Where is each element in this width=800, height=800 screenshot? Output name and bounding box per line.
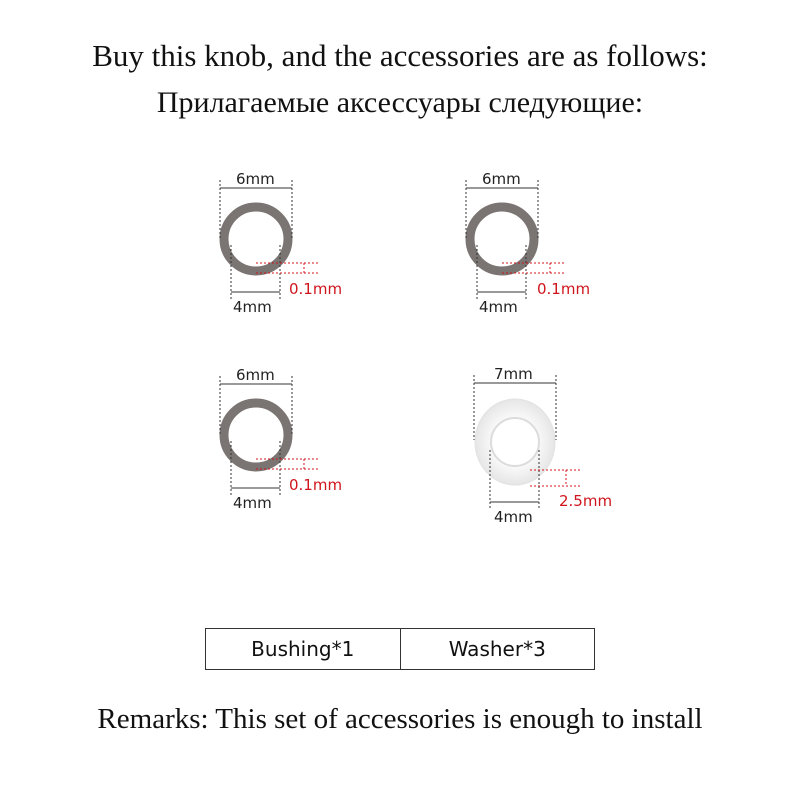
- inner-diameter-label: 4mm: [233, 298, 272, 316]
- bushing-hole: [491, 418, 539, 466]
- thickness-label: 0.1mm: [289, 476, 343, 494]
- page-title-ru: Прилагаемые аксессуары следующие:: [156, 86, 644, 119]
- inner-diameter-label: 4mm: [494, 508, 533, 526]
- thickness-label: 0.1mm: [289, 280, 343, 298]
- outer-diameter-label: 6mm: [236, 366, 275, 384]
- accessories-table: [205, 628, 595, 670]
- page-title-en: Buy this knob, and the accessories are as follows:: [92, 38, 708, 73]
- washer-count-cell: Washer*3: [400, 629, 595, 669]
- outer-diameter-label: 6mm: [236, 170, 275, 188]
- thickness-label: 2.5mm: [559, 492, 613, 510]
- plastic-bushing: [474, 375, 580, 510]
- bushing-count-cell: Bushing*1: [251, 637, 355, 661]
- outer-diameter-label: 7mm: [494, 365, 533, 383]
- inner-diameter-label: 4mm: [233, 494, 272, 512]
- inner-diameter-label: 4mm: [479, 298, 518, 316]
- washer-ring: [224, 207, 288, 271]
- washer-ring: [224, 403, 288, 467]
- remarks-text: Remarks: This set of accessories is enough to install: [97, 703, 703, 735]
- washer-ring: [470, 207, 534, 271]
- outer-diameter-label: 6mm: [482, 170, 521, 188]
- thickness-label: 0.1mm: [537, 280, 591, 298]
